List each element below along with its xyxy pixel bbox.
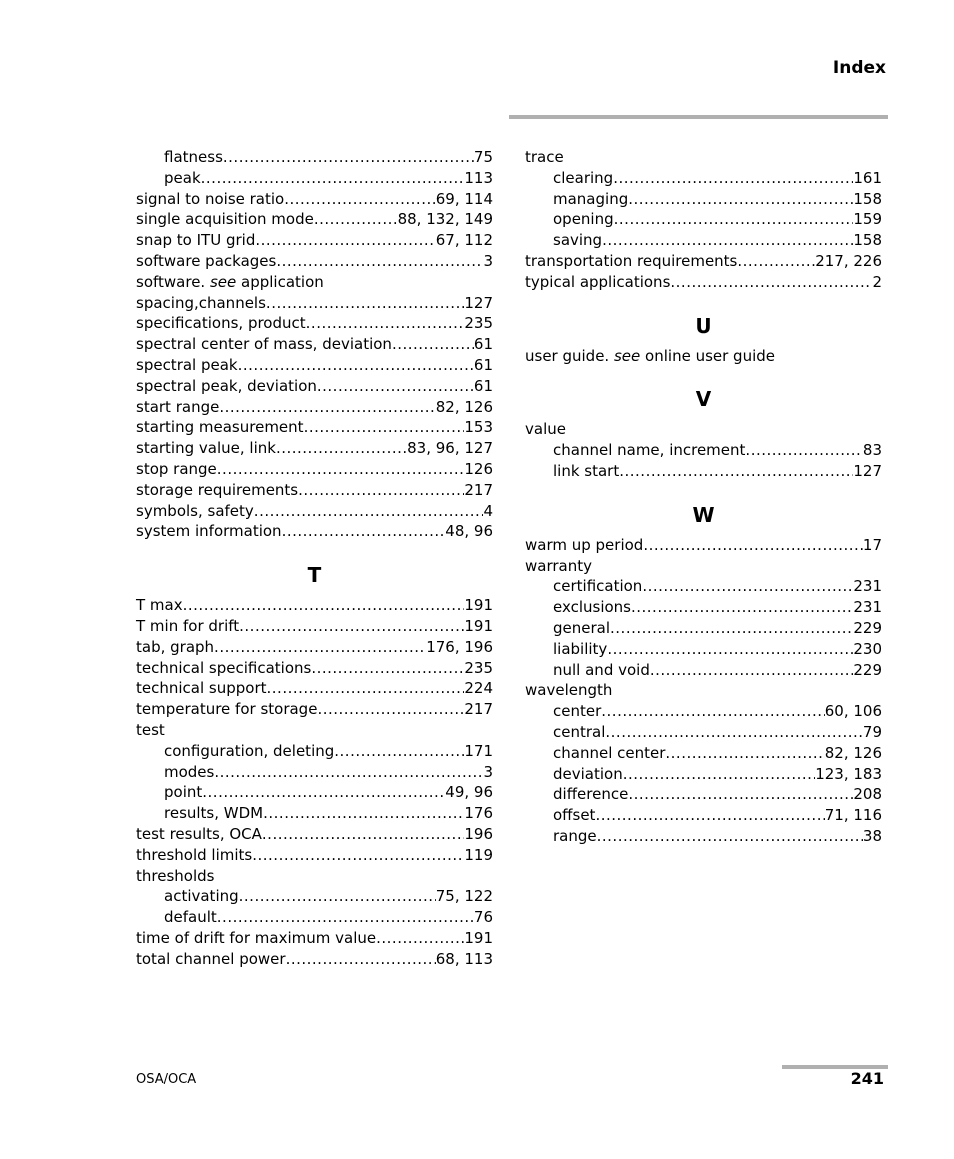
index-term: modes (164, 762, 215, 781)
index-subentry (525, 189, 882, 210)
index-subentry (136, 886, 493, 907)
index-term: specifications, product (136, 314, 306, 333)
page-references: 61 (473, 355, 493, 374)
index-term: flatness (164, 148, 223, 166)
dot-leader (276, 251, 483, 272)
page-references: 231 (853, 577, 882, 596)
dot-leader (266, 293, 464, 314)
index-entry (136, 209, 493, 230)
index-term: general (553, 618, 611, 637)
index-entry (136, 521, 493, 542)
page-references: 71, 116 (824, 806, 882, 825)
dot-leader (214, 762, 483, 783)
page-references: 88, 132, 149 (397, 210, 493, 229)
index-subentry (525, 826, 882, 847)
index-entry (136, 595, 493, 616)
dot-leader (631, 597, 853, 618)
index-term: temperature for storage (136, 700, 318, 719)
index-subentry (525, 701, 882, 722)
index-subentry (136, 907, 493, 928)
index-entry (525, 251, 882, 272)
index-entry (136, 376, 493, 397)
dot-leader (298, 480, 464, 501)
dot-leader (252, 845, 464, 866)
page-references: 196 (464, 824, 493, 843)
dot-leader (334, 741, 464, 762)
index-term: start range (136, 397, 220, 416)
see-reference-target: online user guide (645, 346, 776, 365)
dot-leader (665, 743, 824, 764)
dot-leader (670, 272, 872, 293)
index-subentry (525, 743, 882, 764)
dot-leader (286, 949, 436, 970)
dot-leader (201, 168, 465, 189)
index-term: exclusions (553, 598, 631, 617)
index-term: test (136, 720, 165, 739)
index-entry (136, 845, 493, 866)
index-entry (136, 313, 493, 334)
index-entry (136, 678, 493, 699)
footer-product-name: OSA/OCA (136, 1072, 197, 1087)
page-references: 127 (853, 461, 882, 480)
page-references: 61 (473, 376, 493, 395)
index-entry (136, 658, 493, 679)
index-term: single acquisition mode (136, 210, 314, 229)
dot-leader (317, 376, 474, 397)
index-entry (525, 272, 882, 293)
index-term: software. (136, 272, 206, 291)
index-term: central (553, 722, 606, 741)
index-term: range (553, 826, 597, 845)
page-references: 191 (464, 928, 493, 947)
page-references: 217 (464, 700, 493, 719)
page-references: 158 (853, 231, 882, 250)
page-references: 235 (464, 314, 493, 333)
index-entry (136, 949, 493, 970)
dot-leader (605, 722, 863, 743)
dot-leader (239, 886, 436, 907)
index-term: null and void (553, 660, 650, 679)
index-entry (136, 866, 493, 887)
index-entry (136, 272, 493, 293)
index-term: activating (164, 887, 239, 906)
dot-leader (304, 417, 465, 438)
dot-leader (610, 618, 853, 639)
index-entry (136, 355, 493, 376)
page-references: 176 (464, 804, 493, 823)
page-references: 224 (464, 679, 493, 698)
index-term: warm up period (525, 535, 644, 554)
page-references: 191 (464, 616, 493, 635)
see-reference-label: see (209, 272, 237, 291)
index-entry (136, 501, 493, 522)
dot-leader (628, 189, 853, 210)
index-term: configuration, deleting (164, 741, 335, 760)
page-references: 229 (853, 660, 882, 679)
index-term: spectral center of mass, deviation (136, 335, 392, 354)
index-entry (136, 397, 493, 418)
dot-leader (613, 168, 853, 189)
page-references: 82, 126 (824, 743, 882, 762)
index-subentry (525, 168, 882, 189)
index-term: channel name, increment (553, 441, 746, 460)
index-term: point (164, 783, 203, 802)
index-subentry (525, 784, 882, 805)
page-references: 17 (862, 535, 882, 554)
page-references: 49, 96 (445, 783, 493, 802)
dot-leader (643, 535, 863, 556)
dot-leader (642, 576, 853, 597)
index-term: offset (553, 806, 596, 825)
index-subentry (525, 618, 882, 639)
index-term: spectral peak (136, 355, 238, 374)
page-references: 3 (483, 762, 493, 781)
index-term: starting measurement (136, 418, 304, 437)
index-letter-heading: U (695, 313, 712, 338)
index-entry (525, 680, 882, 701)
index-entry (136, 459, 493, 480)
dot-leader (255, 230, 435, 251)
index-term: software packages (136, 251, 277, 270)
page-references: 76 (473, 908, 493, 927)
page-references: 38 (862, 826, 882, 845)
page-references: 217, 226 (815, 251, 882, 270)
index-entry (136, 720, 493, 741)
index-subentry (525, 597, 882, 618)
dot-leader (262, 824, 464, 845)
page-references: 60, 106 (824, 702, 882, 721)
index-term: technical support (136, 679, 267, 698)
page-references: 159 (853, 210, 882, 229)
index-entry (136, 438, 493, 459)
index-entry (525, 147, 882, 168)
index-term: transportation requirements (525, 251, 738, 270)
index-subentry (525, 230, 882, 251)
index-subentry (136, 782, 493, 803)
index-term: certification (553, 577, 643, 596)
page-references: 3 (483, 251, 493, 270)
index-term: T max (136, 596, 183, 615)
index-term: system information (136, 522, 282, 541)
index-term: peak (164, 168, 201, 187)
dot-leader (267, 678, 465, 699)
index-entry (136, 230, 493, 251)
index-term: total channel power (136, 949, 286, 968)
footer-page-number: 241 (850, 1069, 884, 1088)
page-references: 231 (853, 598, 882, 617)
index-term: technical specifications (136, 658, 312, 677)
index-term: storage requirements (136, 480, 299, 499)
page-references: 69, 114 (435, 189, 493, 208)
index-term: saving (553, 231, 603, 250)
page-references: 230 (853, 639, 882, 658)
index-term: typical applications (525, 272, 671, 291)
page-references: 61 (473, 335, 493, 354)
index-term: threshold limits (136, 845, 253, 864)
index-term: value (525, 420, 566, 439)
page-references: 161 (853, 168, 882, 187)
dot-leader (392, 334, 474, 355)
index-subentry (525, 660, 882, 681)
dot-leader (217, 907, 474, 928)
page-references: 127 (464, 293, 493, 312)
index-term: warranty (525, 556, 592, 575)
index-term: difference (553, 785, 629, 804)
index-subentry (136, 741, 493, 762)
page-references: 75, 122 (435, 887, 493, 906)
index-subentry (136, 762, 493, 783)
index-entry (136, 189, 493, 210)
page-references: 68, 113 (435, 949, 493, 968)
index-entry (525, 419, 882, 440)
index-term: thresholds (136, 866, 215, 885)
index-term: deviation (553, 764, 623, 783)
page-references: 217 (464, 480, 493, 499)
index-term: symbols, safety (136, 501, 254, 520)
index-entry (136, 334, 493, 355)
index-letter-heading: W (692, 502, 715, 527)
page-references: 229 (853, 618, 882, 637)
dot-leader (239, 616, 464, 637)
header-rule (509, 115, 888, 119)
dot-leader (202, 782, 445, 803)
dot-leader (306, 313, 465, 334)
index-subentry (525, 764, 882, 785)
index-subentry (525, 722, 882, 743)
page-references: 171 (464, 741, 493, 760)
index-term: default (164, 908, 217, 927)
dot-leader (376, 928, 464, 949)
dot-leader (602, 230, 853, 251)
page-references: 158 (853, 189, 882, 208)
index-term: managing (553, 189, 629, 208)
index-term: opening (553, 210, 614, 229)
page-references: 176, 196 (426, 637, 493, 656)
dot-leader (317, 699, 464, 720)
dot-leader (263, 803, 464, 824)
index-term: starting value, link (136, 439, 276, 458)
index-term: spacing,channels (136, 293, 266, 312)
dot-leader (254, 501, 484, 522)
index-term: trace (525, 148, 564, 166)
index-term: liability (553, 639, 608, 658)
dot-leader (311, 658, 464, 679)
page-references: 83 (862, 441, 882, 460)
index-subentry (525, 805, 882, 826)
dot-leader (282, 521, 446, 542)
page-references: 48, 96 (445, 522, 493, 541)
page-references: 113 (464, 168, 493, 187)
page-references: 235 (464, 658, 493, 677)
dot-leader (628, 784, 853, 805)
index-entry (136, 699, 493, 720)
index-letter-heading: T (307, 563, 322, 588)
page-references: 4 (483, 501, 493, 520)
index-term: signal to noise ratio (136, 189, 285, 208)
dot-leader (284, 189, 436, 210)
page-references: 2 (872, 272, 882, 291)
index-entry (136, 480, 493, 501)
index-term: channel center (553, 743, 666, 762)
index-letter-heading: V (695, 387, 712, 412)
dot-leader (183, 595, 465, 616)
index-subentry (525, 209, 882, 230)
index-column-right (525, 147, 882, 847)
index-entry (525, 535, 882, 556)
index-term: results, WDM (164, 804, 264, 823)
page-header-title: Index (832, 58, 886, 78)
page-references: 208 (853, 785, 882, 804)
index-term: user guide. (525, 346, 610, 365)
dot-leader (214, 637, 426, 658)
index-entry (136, 251, 493, 272)
index-term: time of drift for maximum value (136, 928, 377, 947)
dot-leader (607, 639, 853, 660)
dot-leader (745, 440, 862, 461)
dot-leader (223, 147, 474, 168)
index-entry (136, 637, 493, 658)
dot-leader (314, 209, 398, 230)
page-references: 75 (473, 148, 493, 166)
page-references: 191 (464, 596, 493, 615)
index-entry (136, 824, 493, 845)
index-entry (136, 417, 493, 438)
dot-leader (650, 660, 854, 681)
page-references: 153 (464, 418, 493, 437)
index-subentry (525, 576, 882, 597)
see-reference-label: see (613, 346, 641, 365)
index-entry (525, 346, 882, 367)
index-entry (525, 556, 882, 577)
index-term: wavelength (525, 681, 613, 700)
index-subentry (525, 440, 882, 461)
page-references: 67, 112 (435, 231, 493, 250)
index-subentry (525, 639, 882, 660)
index-subentry (525, 461, 882, 482)
index-term: center (553, 702, 602, 721)
page-references: 126 (464, 459, 493, 478)
index-term: link start (553, 461, 620, 480)
index-term: clearing (553, 168, 614, 187)
index-term: tab, graph (136, 637, 215, 656)
index-term: T min for drift (136, 616, 240, 635)
index-entry (136, 616, 493, 637)
page-references: 83, 96, 127 (407, 439, 493, 458)
page-references: 119 (464, 845, 493, 864)
index-entry (136, 293, 493, 314)
index-entry (136, 928, 493, 949)
index-term: test results, OCA (136, 824, 262, 843)
dot-leader (238, 355, 474, 376)
dot-leader (737, 251, 815, 272)
dot-leader (219, 397, 435, 418)
dot-leader (601, 701, 824, 722)
page-references: 123, 183 (815, 764, 882, 783)
dot-leader (623, 764, 815, 785)
dot-leader (614, 209, 854, 230)
dot-leader (597, 826, 863, 847)
index-term: stop range (136, 459, 217, 478)
dot-leader (595, 805, 824, 826)
index-term: snap to ITU grid (136, 231, 256, 250)
index-column-left (136, 147, 493, 969)
see-reference-target: application (241, 272, 324, 291)
page-references: 79 (862, 722, 882, 741)
page-references: 82, 126 (435, 397, 493, 416)
dot-leader (619, 461, 853, 482)
dot-leader (217, 459, 465, 480)
dot-leader (276, 438, 407, 459)
index-subentry (136, 168, 493, 189)
index-subentry (136, 147, 493, 168)
index-subentry (136, 803, 493, 824)
index-term: spectral peak, deviation (136, 376, 317, 395)
